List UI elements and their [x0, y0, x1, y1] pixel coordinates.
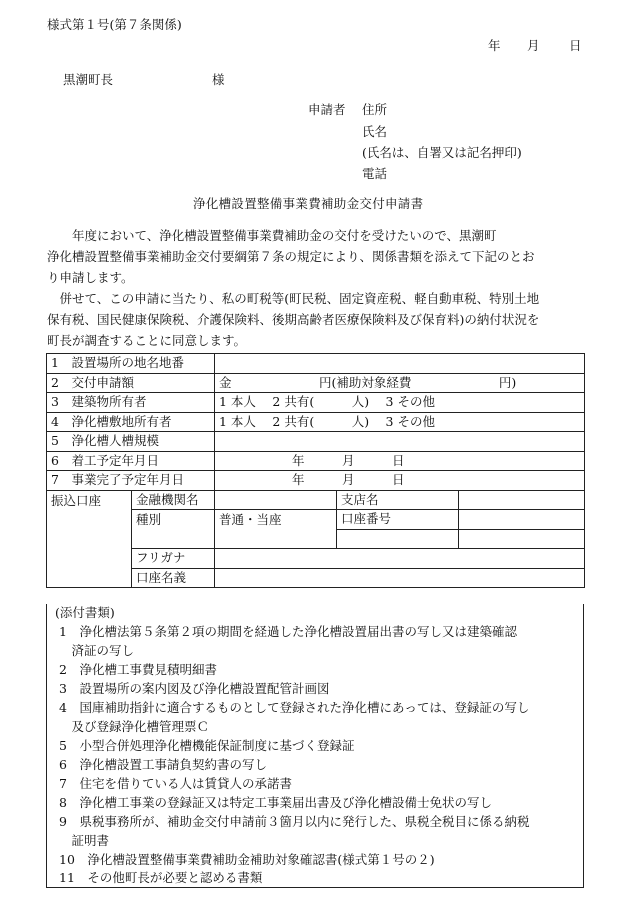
table-row [47, 412, 585, 432]
attachment-item: 済証の写し [59, 643, 135, 658]
table-row [47, 451, 585, 471]
land-owner-field[interactable]: 1 本人 2 共有( 人) 3 その他 [215, 412, 585, 432]
table-row [47, 373, 585, 393]
applicant-label: 申請者 [308, 102, 346, 117]
start-date-field[interactable]: 年 月 日 [215, 451, 585, 471]
body-line: 浄化槽設置整備事業補助金交付要綱第７条の規定により、関係書類を添えて下記のとお [47, 249, 535, 264]
attachment-item: 7 住宅を借りている人は賃貸人の承諾書 [59, 776, 292, 791]
attachment-item: 11 その他町長が必要と認める書類 [59, 870, 263, 885]
applicant-signature-note: (氏名は、自署又は記名押印) [362, 145, 522, 160]
bank-branch-field[interactable] [459, 490, 585, 510]
attachment-item: 4 国庫補助指針に適合するものとして登録された浄化槽にあっては、登録証の写し [59, 700, 530, 715]
attachment-item: 9 県税事務所が、補助金交付申請前３箇月以内に発行した、県税全税目に係る納税 [59, 814, 530, 829]
body-line: り申請します。 [47, 270, 134, 285]
furigana-field[interactable] [215, 549, 585, 569]
form-number: 様式第１号(第７条関係) [47, 17, 182, 32]
attachment-item: 3 設置場所の案内図及び浄化槽設置配管計画図 [59, 681, 330, 696]
attachment-item: 6 浄化槽設置工事請負契約書の写し [59, 757, 267, 772]
row-label-land-owner: 4 浄化槽敷地所有者 [47, 412, 215, 432]
attachment-item: 1 浄化槽法第５条第２項の期間を経過した浄化槽設置届出書の写し又は建築確認 [59, 624, 517, 639]
account-number-field[interactable] [459, 510, 585, 530]
body-line: 年度において、浄化槽設置整備事業費補助金の交付を受けたいので、黒潮町 [47, 228, 497, 243]
table-row [47, 432, 585, 452]
bank-branch-label: 支店名 [337, 490, 459, 510]
date-year: 年 [488, 38, 501, 53]
attachments-box [46, 604, 584, 888]
applicant-address-label: 住所 [362, 102, 388, 117]
row-label-end-date: 7 事業完了予定年月日 [47, 471, 215, 491]
attachment-item: 10 浄化槽設置整備事業費補助金補助対象確認書(様式第１号の２) [59, 852, 435, 867]
body-paragraph-1 [47, 225, 583, 288]
attachment-item: 2 浄化槽工事費見積明細書 [59, 662, 217, 677]
addressee-honorific: 様 [212, 72, 225, 87]
body-line: 併せて、この申請に当たり、私の町税等(町民税、固定資産税、軽自動車税、特別土地 [47, 291, 540, 306]
row-label-site: 1 設置場所の地名地番 [47, 354, 215, 374]
attachments-heading: (添付書類) [55, 605, 115, 620]
body-paragraph-2 [47, 288, 583, 351]
account-type-field[interactable]: 普通・当座 [215, 510, 337, 549]
furigana-label: フリガナ [132, 549, 215, 569]
end-date-field[interactable]: 年 月 日 [215, 471, 585, 491]
row-label-capacity: 5 浄化槽人槽規模 [47, 432, 215, 452]
attachment-item: 証明書 [59, 833, 110, 848]
row-label-amount: 2 交付申請額 [47, 373, 215, 393]
application-table [46, 353, 585, 588]
account-number-extra-field[interactable] [459, 529, 585, 549]
table-row [47, 354, 585, 374]
addressee-name: 黒潮町長 [63, 72, 114, 87]
attachment-item: 5 小型合併処理浄化槽機能保証制度に基づく登録証 [59, 738, 355, 753]
date-month: 月 [527, 38, 540, 53]
body-line: 町長が調査することに同意します。 [47, 333, 247, 348]
account-holder-label: 口座名義 [132, 568, 215, 588]
account-number-extra[interactable] [337, 529, 459, 549]
row-label-building-owner: 3 建築物所有者 [47, 393, 215, 413]
building-owner-field[interactable]: 1 本人 2 共有( 人) 3 その他 [215, 393, 585, 413]
document-title: 浄化槽設置整備事業費補助金交付申請書 [193, 196, 424, 211]
account-number-label: 口座番号 [337, 510, 459, 530]
bank-institution-label: 金融機関名 [132, 490, 215, 510]
bank-account-label: 振込口座 [47, 490, 132, 588]
body-line: 保有税、国民健康保険税、介護保険料、後期高齢者医療保険料及び保育料)の納付状況を [47, 312, 540, 327]
capacity-field[interactable] [215, 432, 585, 452]
attachment-item: 及び登録浄化槽管理票Ｃ [59, 719, 210, 734]
table-row [47, 490, 585, 510]
table-row [47, 393, 585, 413]
table-row [47, 471, 585, 491]
account-holder-field[interactable] [215, 568, 585, 588]
applicant-name-label: 氏名 [362, 124, 388, 139]
date-day: 日 [569, 38, 582, 53]
site-value-field[interactable] [215, 354, 585, 374]
amount-value-field[interactable]: 金 円(補助対象経費 円) [215, 373, 585, 393]
account-type-label: 種別 [132, 510, 215, 549]
attachment-item: 8 浄化槽工事業の登録証又は特定工事業届出書及び浄化槽設備士免状の写し [59, 795, 492, 810]
applicant-phone-label: 電話 [362, 166, 388, 181]
bank-institution-field[interactable] [215, 490, 337, 510]
row-label-start-date: 6 着工予定年月日 [47, 451, 215, 471]
